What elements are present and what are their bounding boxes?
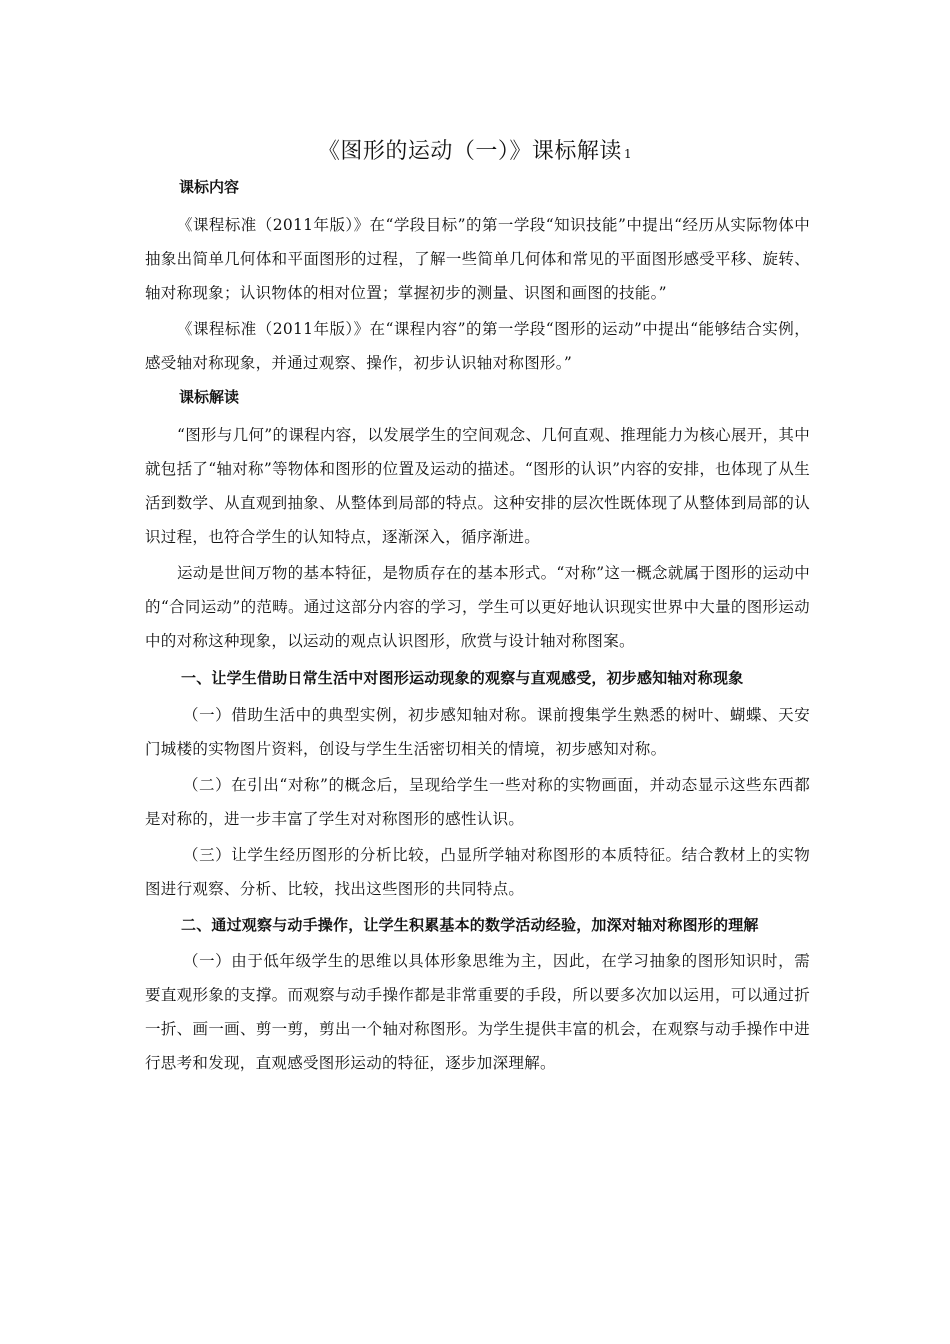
paragraph-section-one-item-3: （三）让学生经历图形的分析比较，凸显所学轴对称图形的本质特征。结合教材上的实物图进行观察、分析、比较，找出这些图形的共同特点。 (145, 846, 810, 898)
document-title (0, 136, 950, 170)
section-heading-two: 二、通过观察与动手操作，让学生积累基本的数学活动经验，加深对轴对称图形的理解 (181, 916, 759, 934)
paragraph-standard-goals: 《课程标准（2011年版）》在“学段目标”的第一学段“知识技能”中提出“经历从实际物体中抽象出简单几何体和平面图形的过程，了解一些简单几何体和常见的平面图形感受平移、旋转、轴对称现象；认识物体的相对位置；掌握初步的测量、识图和画图的技能。” (145, 216, 810, 302)
paragraph-section-one-item-1: （一）借助生活中的典型实例，初步感知轴对称。课前搜集学生熟悉的树叶、蝴蝶、天安门城楼的实物图片资料，创设与学生生活密切相关的情境，初步感知对称。 (145, 706, 810, 758)
heading-curriculum-content: 课标内容 (179, 178, 240, 196)
title-text: 《图形的运动（一）》课标解读 (317, 139, 622, 164)
paragraph-section-two-item-1: （一）由于低年级学生的思维以具体形象思维为主，因此，在学习抽象的图形知识时，需要直观形象的支撑。而观察与动手操作都是非常重要的手段，所以要多次加以运用，可以通过折一折、画一画、剪一剪，剪出一个轴对称图形。为学生提供丰富的机会，在观察与动手操作中进行思考和发现，直观感受图形运动的特征，逐步加深理解。 (145, 952, 810, 1072)
paragraph-geometry-content: “图形与几何”的课程内容，以发展学生的空间观念、几何直观、推理能力为核心展开，其中就包括了“轴对称”等物体和图形的位置及运动的描述。“图形的认识”内容的安排，也体现了从生活到数学、从直观到抽象、从整体到局部的特点。这种安排的层次性既体现了从整体到局部的认识过程，也符合学生的认知特点，逐渐深入，循序渐进。 (145, 426, 810, 546)
paragraph-section-one-item-2: （二）在引出“对称”的概念后，呈现给学生一些对称的实物画面，并动态显示这些东西都是对称的，进一步丰富了学生对对称图形的感性认识。 (145, 776, 810, 828)
document-body (145, 176, 810, 1082)
heading-curriculum-reading: 课标解读 (179, 388, 240, 406)
title-footnote-mark: 1 (623, 147, 633, 161)
section-heading-one: 一、让学生借助日常生活中对图形运动现象的观察与直观感受，初步感知轴对称现象 (181, 669, 744, 687)
paragraph-standard-content: 《课程标准（2011年版）》在“课程内容”的第一学段“图形的运动”中提出“能够结合实例，感受轴对称现象，并通过观察、操作，初步认识轴对称图形。” (145, 320, 810, 372)
paragraph-motion-symmetry: 运动是世间万物的基本特征，是物质存在的基本形式。“对称”这一概念就属于图形的运动中的“合同运动”的范畴。通过这部分内容的学习，学生可以更好地认识现实世界中大量的图形运动中的对称这种现象，以运动的观点认识图形，欣赏与设计轴对称图案。 (145, 564, 810, 650)
